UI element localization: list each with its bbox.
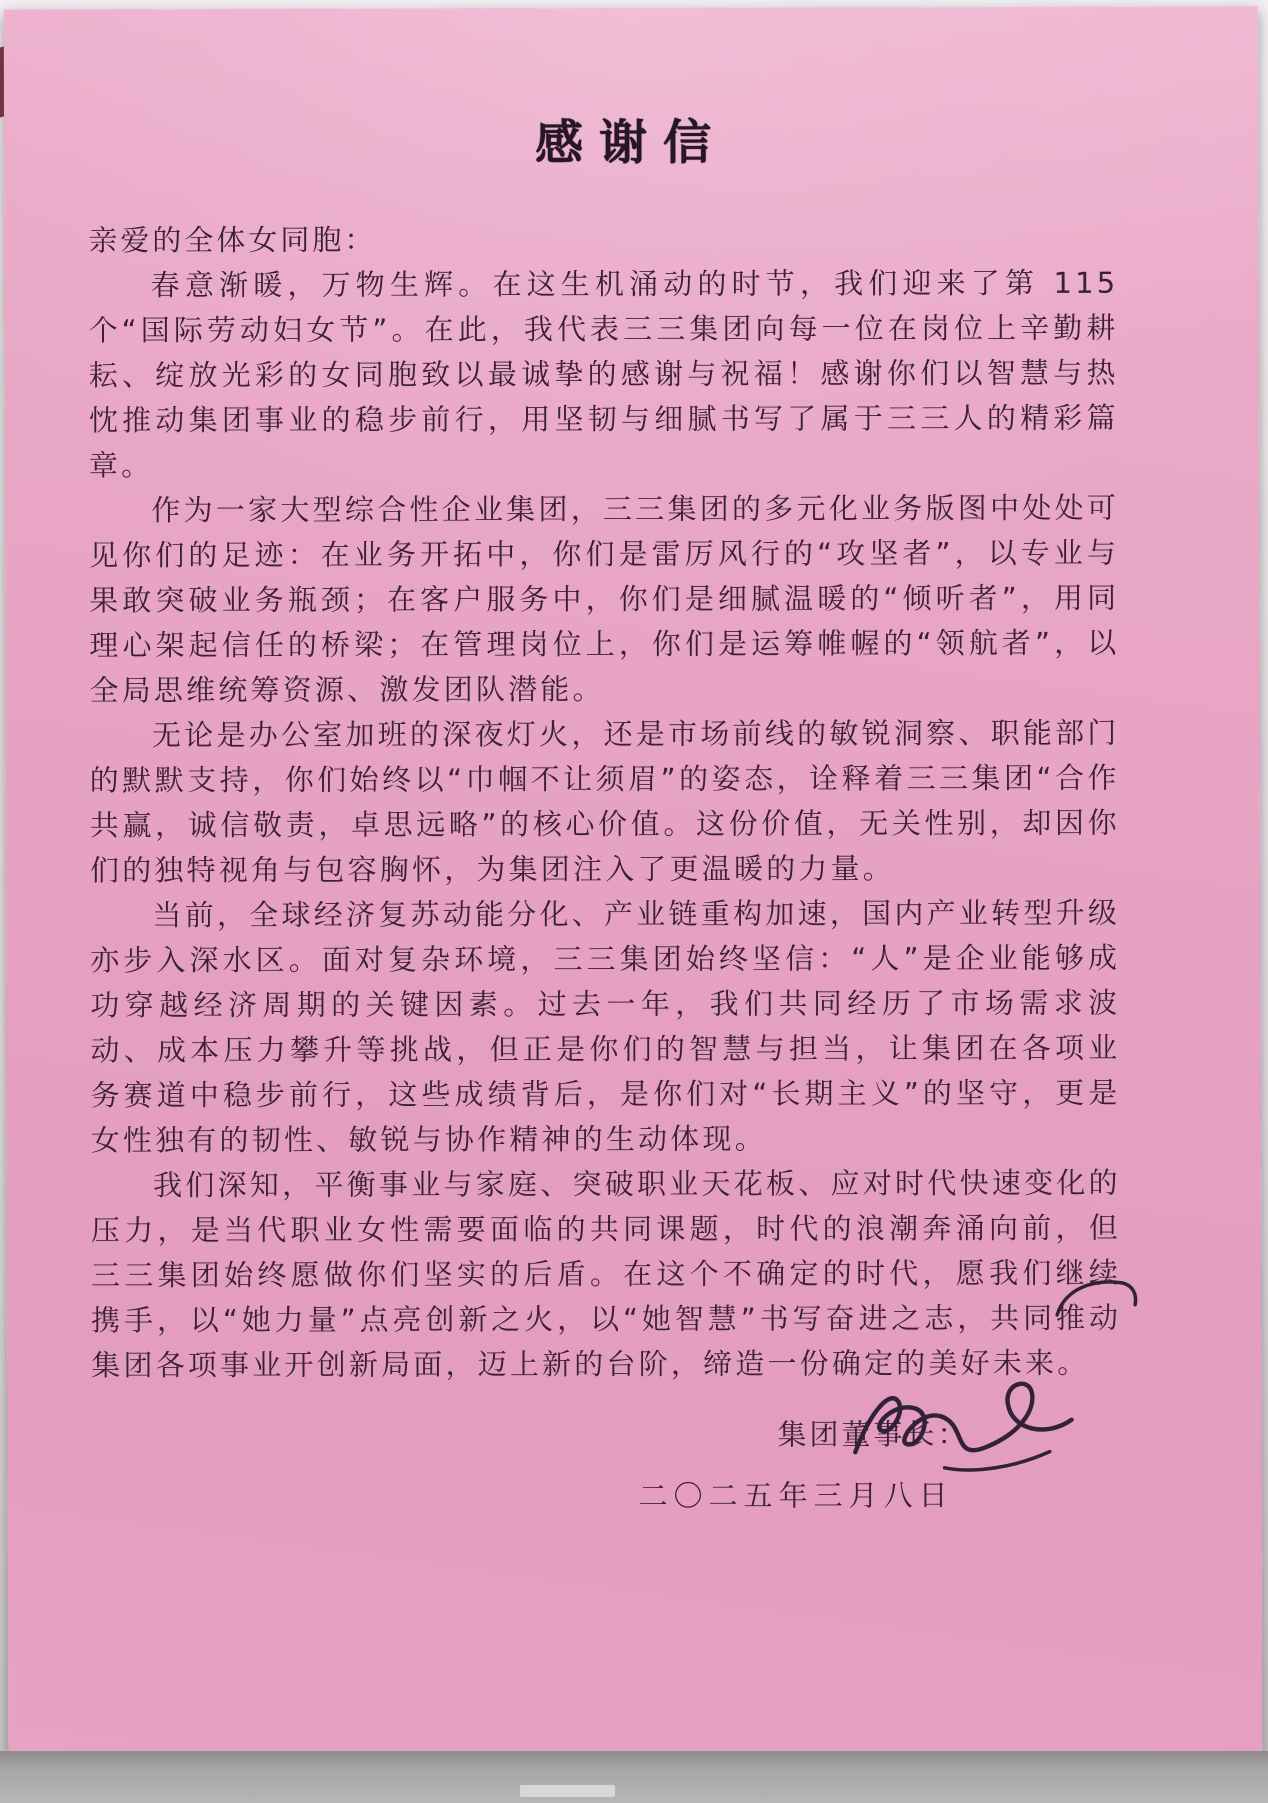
letter-paper [4,6,1263,1758]
paragraph-5: 我们深知，平衡事业与家庭、突破职业天花板、应对时代快速变化的压力，是当代职业女性需要面临的共同课题，时代的浪潮奔涌向前，但三三集团始终愿做你们坚实的后盾。在这个不确定的时代，愿我们继续携手，以“她力量”点亮创新之火，以“她智慧”书写奋进之志，共同推动集团各项事业开创新局面，迈上新的台阶，缔造一份确定的美好未来。 [90,1165,1122,1383]
paragraph-1: 春意渐暖，万物生辉。在这生机涌动的时节，我们迎来了第 115 个“国际劳动妇女节”。在此，我代表三三集团向每一位在岗位上辛勤耕耘、绽放光彩的女同胞致以最诚挚的感谢与祝福！感谢你们以智慧与热忱推动集团事业的稳步前行，用坚韧与细腻书写了属于三三人的精彩篇章。 [88,265,1119,483]
paragraph-2: 作为一家大型综合性企业集团，三三集团的多元化业务版图中处处可见你们的足迹：在业务开拓中，你们是雷厉风行的“攻坚者”，以专业与果敢突破业务瓶颈；在客户服务中，你们是细腻温暖的“倾听者”，用同理心架起信任的桥梁；在管理岗位上，你们是运筹帷幄的“领航者”，以全局思维统筹资源、激发团队潜能。 [89,490,1120,708]
letter-title: 感谢信 [534,114,728,172]
salutation: 亲爱的全体女同胞： [88,222,377,258]
photo-edge-highlight [520,1785,615,1797]
signature-row [91,1412,1121,1460]
paragraph-4: 当前，全球经济复苏动能分化、产业链重构加速，国内产业转型升级亦步入深水区。面对复杂环境，三三集团始终坚信：“人”是企业能够成功穿越经济周期的关键因素。过去一年，我们共同经历了市场需求波动、成本压力攀升等挑战，但正是你们的智慧与担当，让集团在各项业务赛道中稳步前行，这些成绩背后，是你们对“长期主义”的坚守，更是女性独有的韧性、敏锐与协作精神的生动体现。 [90,895,1121,1158]
signature-label: 集团董事长： [777,1417,970,1452]
photo-background-edge [0,1751,1268,1803]
signature-scribble-icon [825,1340,1083,1491]
paragraph-3: 无论是办公室加班的深夜灯火，还是市场前线的敏锐洞察、职能部门的默默支持，你们始终以“巾帼不让须眉”的姿态，诠释着三三集团“合作共赢，诚信敬责，卓思远略”的核心价值。这份价值，无关性别，却因你们的独特视角与包容胸怀，为集团注入了更温暖的力量。 [89,715,1120,888]
letter-date: 二〇二五年三月八日 [638,1478,954,1513]
pen-flourish-icon [1051,1275,1143,1321]
